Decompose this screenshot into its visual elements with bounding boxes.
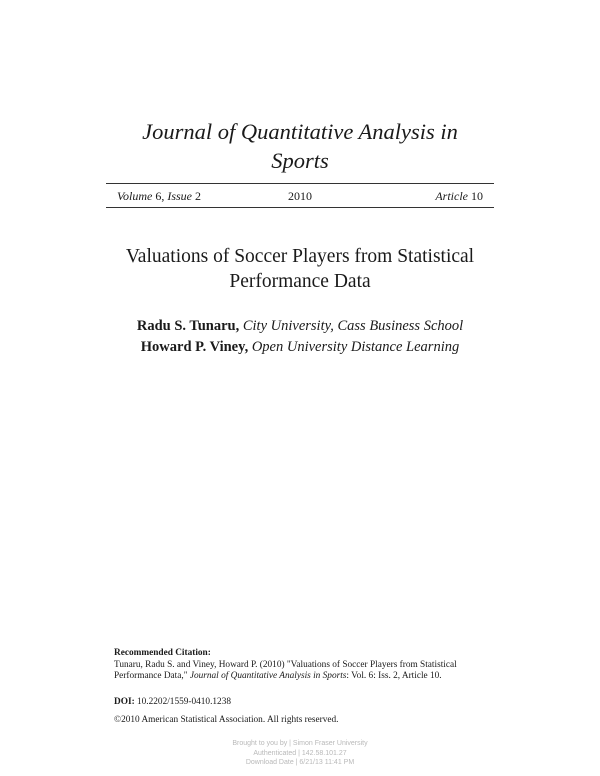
watermark-line-1: Brought to you by | Simon Fraser University <box>232 740 368 747</box>
author-name: Howard P. Viney, <box>140 339 249 355</box>
author-affiliation: City University, Cass Business School <box>242 318 464 334</box>
citation-line-2 <box>114 671 494 683</box>
doi <box>114 697 231 707</box>
issue-number: 2 <box>195 189 201 203</box>
author-entry <box>60 316 540 337</box>
copyright-notice: ©2010 American Statistical Association. All rights reserved. <box>114 715 339 725</box>
citation-line-2-prefix: Performance Data," <box>114 671 188 681</box>
journal-title <box>100 117 500 175</box>
author-list <box>60 316 540 358</box>
citation-heading: Recommended Citation: <box>114 648 211 658</box>
author-affiliation: Open University Distance Learning <box>251 339 460 355</box>
issue-bar <box>106 183 494 208</box>
citation-line-1: Tunaru, Radu S. and Viney, Howard P. (2010) "Valuations of Soccer Players from Statistical <box>114 659 457 670</box>
doi-value: 10.2202/1559-0410.1238 <box>137 697 231 707</box>
citation-journal: Journal of Quantitative Analysis in Sports <box>189 671 347 681</box>
volume-number: 6 <box>155 189 162 203</box>
publication-year: 2010 <box>288 189 312 203</box>
issue-label: Issue <box>167 189 192 203</box>
volume-issue: Volume 6, Issue 2 <box>117 189 201 203</box>
doi-label: DOI: <box>114 697 135 707</box>
article-number <box>435 189 483 204</box>
watermark-line-2: Authenticated | 142.58.101.27 <box>253 749 347 757</box>
watermark-line-3: Download Date | 6/21/13 11:41 PM <box>245 759 355 766</box>
article-number-value: 10 <box>471 189 483 203</box>
download-watermark <box>150 739 450 768</box>
recommended-citation <box>114 648 494 683</box>
citation-line-2-suffix: : Vol. 6: Iss. 2, Article 10. <box>346 671 442 681</box>
author-entry <box>60 337 540 358</box>
paper-title-line-1: Valuations of Soccer Players from Statistical <box>125 246 475 267</box>
paper-title <box>80 244 520 294</box>
paper-title-line-2: Performance Data <box>229 271 371 292</box>
journal-title-line-1: Journal of Quantitative Analysis in <box>142 119 458 144</box>
author-name: Radu S. Tunaru, <box>136 318 240 334</box>
journal-title-line-2: Sports <box>271 148 329 173</box>
volume-label: Volume <box>117 189 153 203</box>
article-label: Article <box>435 189 468 203</box>
